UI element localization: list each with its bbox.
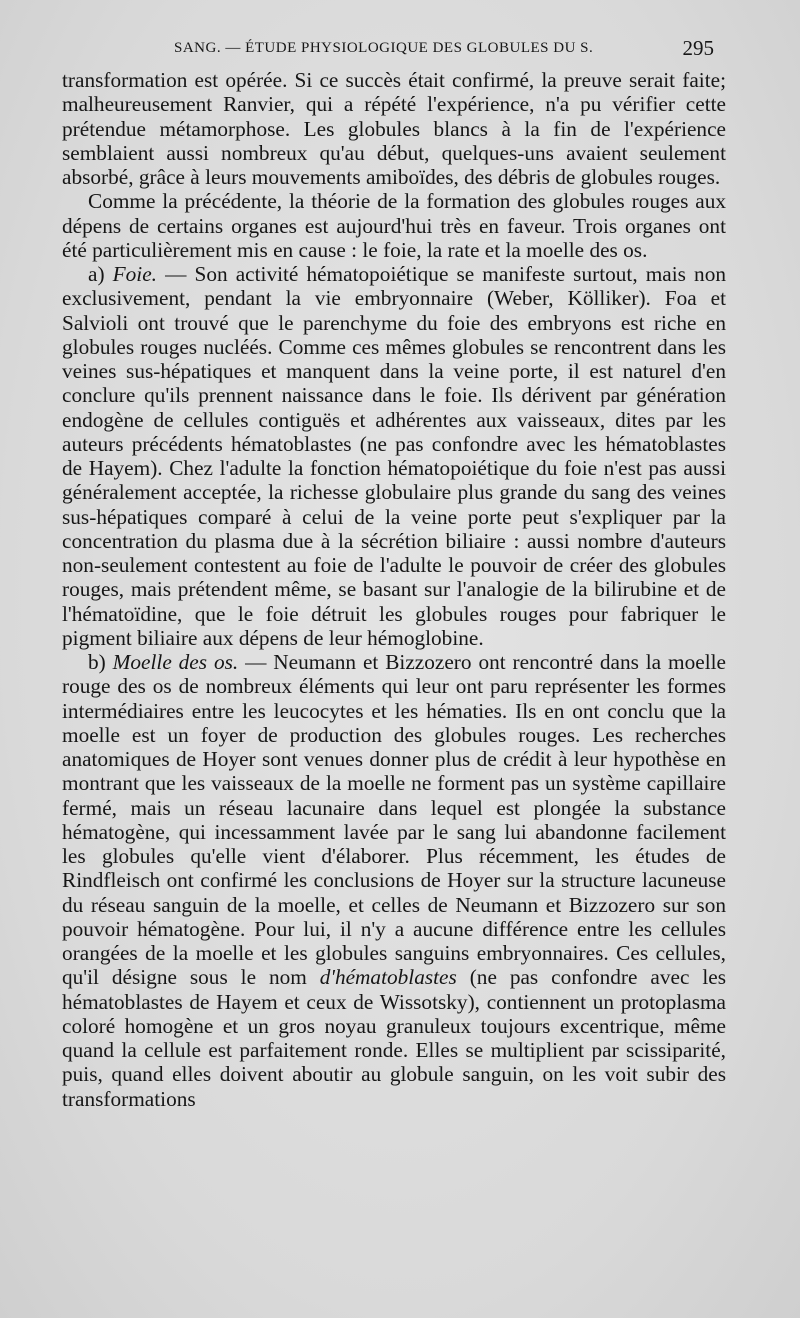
page-number: 295 xyxy=(682,36,714,60)
section-heading-foie: Foie. xyxy=(112,262,157,286)
term-hematoblastes: d'hématoblastes xyxy=(319,965,457,990)
section-label: b) xyxy=(88,650,106,674)
paragraph-continuation: transformation est opérée. Si ce succès était confirmé, la preuve serait faite; malheureusement Ranvier, qui a répété l'expérience, n'a pu vérifier cette prétendue métamorphose. Les globules blancs à la fin de l'expérience semblaient aussi nombreux qu'au début, quelques-uns avaient seulement absorbé, grâce à leurs mouvements amiboïdes, des débris de globules rouges. xyxy=(62,68,726,189)
paragraph-moelle: b) Moelle des os. — Neumann et Bizzozero ont rencontré dans la moelle rouge des os de nombreux éléments qui leur ont paru représenter les formes intermédiaires entre les leucocytes et les hématies. Ils en ont conclu que la moelle est un foyer de production des globules rouges. Les recherches anatomiques de Hoyer sont venues donner plus de crédit à leur hypothèse en montrant que les vaisseaux de la moelle ne forment pas un système capillaire fermé, mais un réseau lacunaire dans lequel est plongée la substance hématogène, qui incessamment lavée par le sang lui abandonne facilement les globules qu'elle vient d'élaborer. Plus récemment, les études de Rindfleisch ont confirmé les conclusions de Hoyer sur la structure lacuneuse du réseau sanguin de la moelle, et celles de Neumann et Bizzozero sur son pouvoir hématogène. Pour lui, il n'y a aucune différence entre les cellules orangées de la moelle et les globules sanguins embryonnaires. Ces cellules, qu'il désigne sous le nom d'hématoblastes (ne pas confondre avec les hématoblastes de Hayem et ceux de Wissotsky), contiennent un protoplasma coloré homogène et un gros noyau granuleux toujours excentrique, même quand la cellule est parfaitement ronde. Elles se multiplient par scissiparité, puis, quand elles doivent aboutir au globule sanguin, on les voit subir des transformations xyxy=(62,650,726,1111)
paragraph-foie: a) Foie. — Son activité hématopoiétique se manifeste surtout, mais non exclusivement, pendant la vie embryonnaire (Weber, Kölliker). Foa et Salvioli ont trouvé que le parenchyme du foie des embryons est riche en globules rouges nucléés. Comme ces mêmes globules se rencontrent dans les veines sus-hépatiques et manquent dans la veine porte, il est naturel d'en conclure qu'ils prennent naissance dans le foie. Ils dérivent par génération endogène de cellules contiguës et adhérentes aux vaisseaux, dites par les auteurs précédents hématoblastes (ne pas confondre avec les hématoblastes de Hayem). Chez l'adulte la fonction hématopoiétique du foie n'est pas aussi généralement acceptée, la richesse globulaire plus grande du sang des veines sus-hépatiques comparé à celui de la veine porte peut s'expliquer par la concentration du plasma due à la sécrétion biliaire : aussi nombre d'auteurs non-seulement contestent au foie de l'adulte le pouvoir de créer des globules rouges, mais prétendent même, se basant sur l'analogie de la bilirubine et de l'hématoïdine, que le foie détruit les globules rouges pour fabriquer le pigment biliaire aux dépens de leur hémoglobine. xyxy=(62,262,726,650)
header-title: SANG. — ÉTUDE PHYSIOLOGIQUE DES GLOBULES DU S. xyxy=(174,40,594,56)
section-label: a) xyxy=(88,262,105,286)
paragraph-organ-theory: Comme la précédente, la théorie de la formation des globules rouges aux dépens de certains organes est aujourd'hui très en faveur. Trois organes ont été particulièrement mis en cause : le foie, la rate et la moelle des os. xyxy=(62,189,726,262)
body-text xyxy=(62,68,726,1111)
running-header xyxy=(64,36,720,68)
section-heading-moelle: Moelle des os. xyxy=(112,650,239,674)
